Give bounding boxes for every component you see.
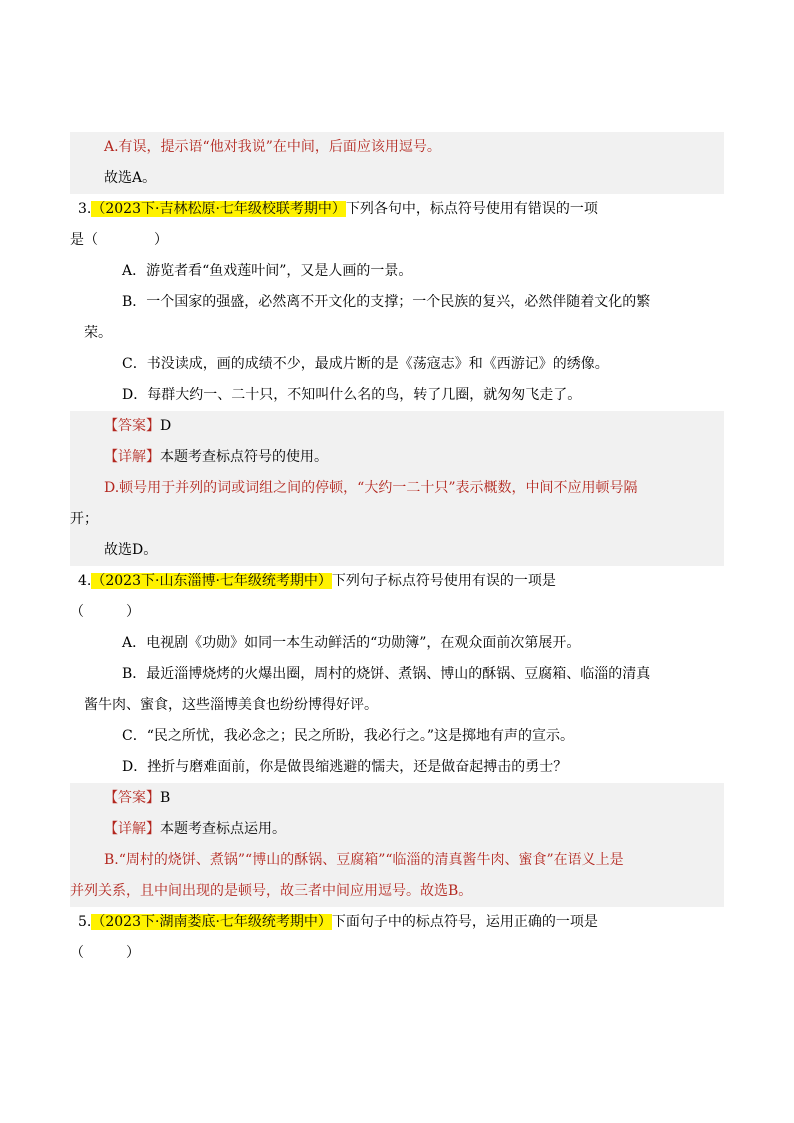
text-line bbox=[70, 566, 724, 597]
answer-label: 【详解】 bbox=[104, 449, 160, 465]
text-segment: 下列各句中，标点符号使用有错误的一项 bbox=[345, 201, 598, 217]
text-line bbox=[70, 504, 724, 535]
text-segment: D．每群大约一、二十只，不知叫什么名的鸟，转了几圈，就匆匆飞走了。 bbox=[122, 387, 582, 403]
text-line bbox=[70, 938, 724, 969]
text-line bbox=[70, 132, 724, 163]
text-line bbox=[70, 690, 724, 721]
text-segment: B bbox=[160, 790, 171, 806]
text-line bbox=[70, 783, 724, 814]
text-segment: D.顿号用于并列的词或词组之间的停顿，“大约一二十只”表示概数，中间不应用顿号隔 bbox=[104, 480, 638, 496]
text-segment: B．最近淄博烧烤的火爆出圈，周村的烧饼、煮锅、博山的酥锅、豆腐箱、临淄的清真 bbox=[122, 666, 651, 682]
text-segment: D bbox=[160, 418, 172, 434]
text-line bbox=[70, 535, 724, 566]
text-segment: 故选A。 bbox=[104, 170, 157, 186]
source-tag: （2023下·山东淄博·七年级统考期中） bbox=[91, 573, 332, 589]
text-segment: A．游览者看“鱼戏莲叶间”，又是人画的一景。 bbox=[122, 263, 413, 279]
text-segment: 故选D。 bbox=[104, 542, 158, 558]
text-line bbox=[70, 845, 724, 876]
text-line bbox=[70, 876, 724, 907]
text-segment: B．一个国家的强盛，必然离不开文化的支撑；一个民族的复兴，必然伴随着文化的繁 bbox=[122, 294, 651, 310]
text-line bbox=[70, 473, 724, 504]
text-line bbox=[70, 442, 724, 473]
text-segment: D．挫折与磨难面前，你是做畏缩逃避的懦夫，还是做奋起搏击的勇士？ bbox=[122, 759, 568, 775]
text-segment: B.“周村的烧饼、煮锅”“博山的酥锅、豆腐箱”“临淄的清真酱牛肉、蜜食”在语义上是 bbox=[104, 852, 624, 868]
text-line bbox=[70, 349, 724, 380]
text-line bbox=[70, 256, 724, 287]
text-segment: 本题考查标点运用。 bbox=[160, 821, 286, 837]
text-segment: 荣。 bbox=[84, 325, 112, 341]
answer-label: 【详解】 bbox=[104, 821, 160, 837]
text-segment: 5. bbox=[78, 914, 92, 930]
source-tag: （2023下·湖南娄底·七年级统考期中） bbox=[91, 914, 332, 930]
text-segment: 下面句子中的标点符号，运用正确的一项是 bbox=[331, 914, 598, 930]
text-segment: 3. bbox=[78, 201, 92, 217]
text-segment: （ ） bbox=[70, 604, 140, 620]
text-line bbox=[70, 380, 724, 411]
text-line bbox=[70, 287, 724, 318]
text-segment: 下列句子标点符号使用有误的一项是 bbox=[331, 573, 556, 589]
text-line bbox=[70, 225, 724, 256]
text-line bbox=[70, 597, 724, 628]
text-line bbox=[70, 659, 724, 690]
text-segment: A.有误，提示语“他对我说”在中间，后面应该用逗号。 bbox=[104, 139, 441, 155]
text-segment: 是（ ） bbox=[70, 232, 168, 248]
text-line bbox=[70, 411, 724, 442]
text-line bbox=[70, 752, 724, 783]
document-body bbox=[70, 132, 724, 969]
answer-label: 【答案】 bbox=[104, 418, 160, 434]
text-segment: 本题考查标点符号的使用。 bbox=[160, 449, 328, 465]
text-line bbox=[70, 721, 724, 752]
answer-label: 【答案】 bbox=[104, 790, 160, 806]
text-segment: 酱牛肉、蜜食，这些淄博美食也纷纷博得好评。 bbox=[84, 697, 378, 713]
text-segment: 并列关系，且中间出现的是顿号，故三者中间应用逗号。故选B。 bbox=[70, 883, 473, 899]
source-tag: （2023下·吉林松原·七年级校联考期中） bbox=[91, 201, 346, 217]
text-segment: A．电视剧《功勋》如同一本生动鲜活的“功勋簿”，在观众面前次第展开。 bbox=[122, 635, 581, 651]
text-segment: （ ） bbox=[70, 945, 140, 961]
text-line bbox=[70, 194, 724, 225]
text-segment: 4. bbox=[78, 573, 92, 589]
text-line bbox=[70, 163, 724, 194]
text-segment: C．书没读成，画的成绩不少，最成片断的是《荡寇志》和《西游记》的绣像。 bbox=[122, 356, 609, 372]
text-line bbox=[70, 318, 724, 349]
text-line bbox=[70, 814, 724, 845]
text-segment: C．“民之所忧，我必念之；民之所盼，我必行之。”这是掷地有声的宣示。 bbox=[122, 728, 575, 744]
text-segment: 开； bbox=[70, 511, 98, 527]
text-line bbox=[70, 907, 724, 938]
text-line bbox=[70, 628, 724, 659]
